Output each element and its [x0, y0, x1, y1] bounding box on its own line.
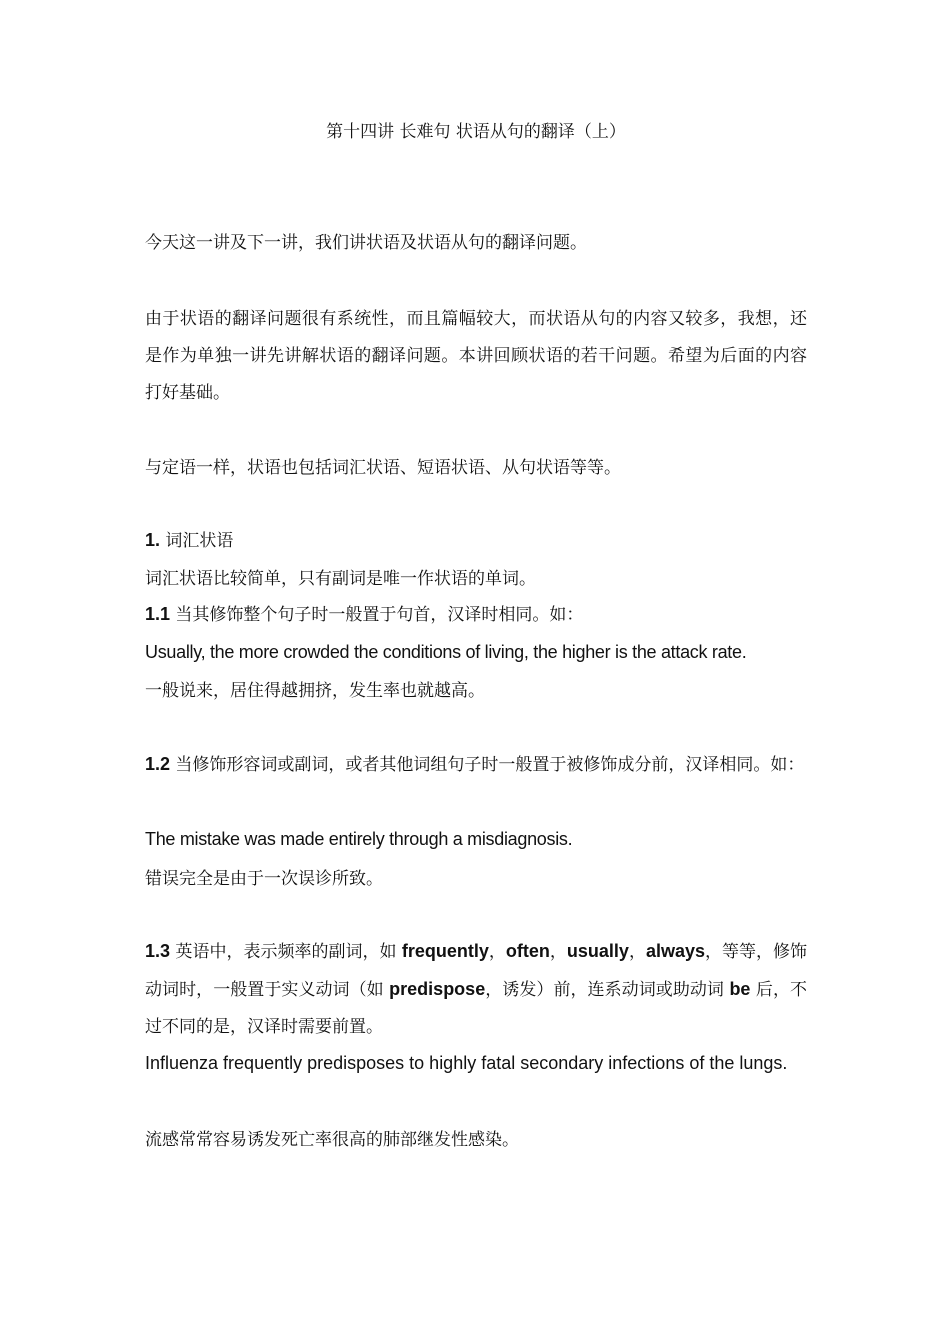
translation-1-1: 一般说来，居住得越拥挤，发生率也就越高。: [145, 681, 485, 701]
intro-paragraph-2: 由于状语的翻译问题很有系统性，而且篇幅较大，而状语从句的内容又较多，我想，还是作为单独一讲先讲解状语的翻译问题。本讲回顾状语的若干问题。希望为后面的内容打好基础。: [145, 309, 807, 403]
subsection-1-2: [145, 746, 807, 784]
subsection-text: 后，不过不同的是，汉译时需要前置。: [145, 980, 808, 1037]
page-title: 第十四讲 长难句 状语从句的翻译（上）: [326, 122, 626, 142]
example-sentence-1-3: Influenza frequently predisposes to highly fatal secondary infections of the lungs.: [145, 1053, 788, 1073]
subsection-text: 当其修饰整个句子时一般置于句首，汉译时相同。如：: [170, 605, 584, 625]
intro-paragraph-3: 与定语一样，状语也包括词汇状语、短语状语、从句状语等等。: [145, 458, 621, 478]
subsection-1-3: [145, 933, 807, 1046]
subsection-number: 1.2: [145, 754, 171, 774]
subsection-1-1: [145, 596, 807, 634]
example-sentence-1-2: The mistake was made entirely through a misdiagnosis.: [145, 829, 573, 849]
keyword-often: often: [505, 941, 550, 961]
keyword-always: always: [645, 941, 706, 961]
keyword-predispose: predispose: [389, 979, 486, 999]
keyword-be: be: [729, 979, 751, 999]
separator: ，: [628, 942, 646, 962]
section-title: 词汇状语: [160, 531, 234, 551]
section-1-heading: [145, 522, 807, 560]
translation-1-2: 错误完全是由于一次误诊所致。: [145, 869, 383, 889]
keyword-usually: usually: [566, 941, 629, 961]
separator: ，: [488, 942, 506, 962]
subsection-number: 1.1: [145, 604, 171, 624]
translation-1-3: 流感常常容易诱发死亡率很高的肺部继发性感染。: [145, 1130, 519, 1150]
intro-paragraph-1: 今天这一讲及下一讲，我们讲状语及状语从句的翻译问题。: [145, 233, 587, 253]
subsection-text: 当修饰形容词或副词，或者其他词组句子时一般置于被修饰成分前，汉译相同。如：: [170, 755, 805, 775]
section-number: 1.: [145, 530, 161, 550]
example-sentence-1-1: Usually, the more crowded the conditions of living, the higher is the attack rate.: [145, 642, 747, 662]
subsection-text: ，诱发）前，连系动词或助动词: [485, 980, 730, 1000]
section-1-description: 词汇状语比较简单，只有副词是唯一作状语的单词。: [145, 569, 536, 589]
subsection-text: 英语中，表示频率的副词，如: [170, 942, 402, 962]
subsection-number: 1.3: [145, 941, 171, 961]
separator: ，: [549, 942, 567, 962]
keyword-frequently: frequently: [401, 941, 489, 961]
subsection-text: ，等等，修饰动词时，一般置于实义动词（如: [145, 942, 808, 1000]
